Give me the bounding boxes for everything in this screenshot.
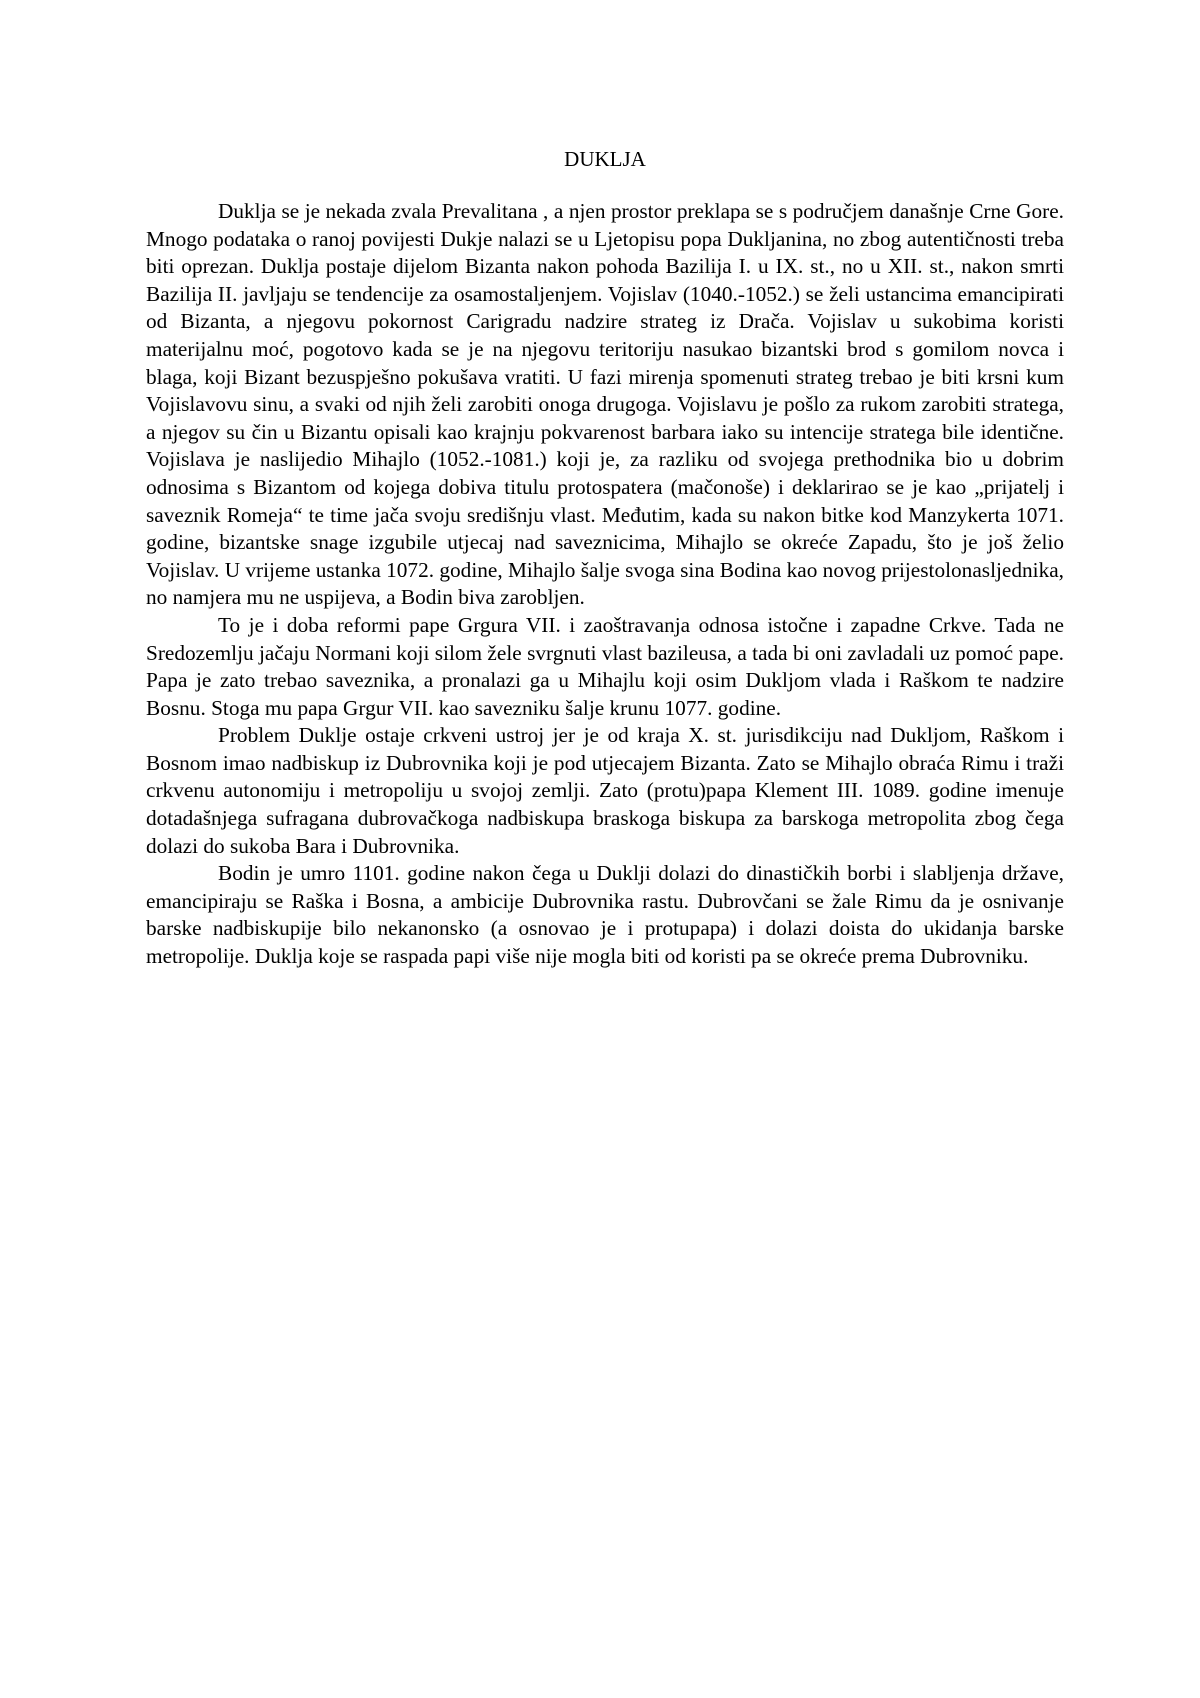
document-body xyxy=(146,198,1064,971)
paragraph-3: Problem Duklje ostaje crkveni ustroj jer je od kraja X. st. jurisdikciju nad Dukljom, Raškom i Bosnom imao nadbiskup iz Dubrovnika koji je pod utjecajem Bizanta. Zato se Mihajlo obraća Rimu i traži crkvenu autonomiju i metropoliju u svojoj zemlji. Zato (protu)papa Klement III. 1089. godine imenuje dotadašnjega sufragana dubrovačkoga nadbiskupa braskoga biskupa za barskoga metropolita zbog čega dolazi do sukoba Bara i Dubrovnika. xyxy=(146,723,1064,858)
document-page xyxy=(146,0,1064,1698)
paragraph-4: Bodin je umro 1101. godine nakon čega u Duklji dolazi do dinastičkih borbi i slabljenja države, emancipiraju se Raška i Bosna, a ambicije Dubrovnika rastu. Dubrovčani se žale Rimu da je osnivanje barske nadbiskupije bilo nekanonsko (a osnovao je i protupapa) i dolazi doista do ukidanja barske metropolije. Duklja koje se raspada papi više nije mogla biti od koristi pa se okreće prema Dubrovniku. xyxy=(146,861,1064,969)
paragraph-2: To je i doba reformi pape Grgura VII. i zaoštravanja odnosa istočne i zapadne Crkve. Tada ne Sredozemlju jačaju Normani koji silom žele svrgnuti vlast bazileusa, a tada bi oni zavladali uz pomoć pape. Papa je zato trebao saveznika, a pronalazi ga u Mihajlu koji osim Dukljom vlada i Raškom te nadzire Bosnu. Stoga mu papa Grgur VII. kao savezniku šalje krunu 1077. godine. xyxy=(146,612,1064,720)
paragraph-1: Duklja se je nekada zvala Prevalitana , a njen prostor preklapa se s područjem današnje Crne Gore. Mnogo podataka o ranoj povijesti Dukje nalazi se u Ljetopisu popa Dukljanina, no zbog autentičnosti treba biti oprezan. Duklja postaje dijelom Bizanta nakon pohoda Bazilija I. u IX. st., no u XII. st., nakon smrti Bazilija II. javljaju se tendencije za osamostaljenjem. Vojislav (1040.-1052.) se želi ustancima emancipirati od Bizanta, a njegovu pokornost Carigradu nadzire strateg iz Drača. Vojislav u sukobima koristi materijalnu moć, pogotovo kada se je na njegovu teritoriju nasukao bizantski brod s gomilom novca i blaga, koji Bizant bezuspješno pokušava vratiti. U fazi mirenja spomenuti strateg trebao je biti krsni kum Vojislavovu sinu, a svaki od njih želi zarobiti onoga drugoga. Vojislavu je pošlo za rukom zarobiti stratega, a njegov su čin u Bizantu opisali kao krajnju pokvarenost barbara iako su intencije stratega bile identične. Vojislava je naslijedio Mihajlo (1052.-1081.) koji je, za razliku od svojega prethodnika bio u dobrim odnosima s Bizantom od kojega dobiva titulu protospatera (mačonoše) i deklarirao se je kao „prijatelj i saveznik Romeja“ te time jača svoju središnju vlast. Međutim, kada su nakon bitke kod Manzykerta 1071. godine, bizantske snage izgubile utjecaj nad saveznicima, Mihajlo se okreće Zapadu, što je još želio Vojislav. U vrijeme ustanka 1072. godine, Mihajlo šalje svoga sina Bodina kao novog prijestolonasljednika, no namjera mu ne uspijeva, a Bodin biva zarobljen. xyxy=(146,199,1064,610)
document-title: DUKLJA xyxy=(564,147,646,171)
